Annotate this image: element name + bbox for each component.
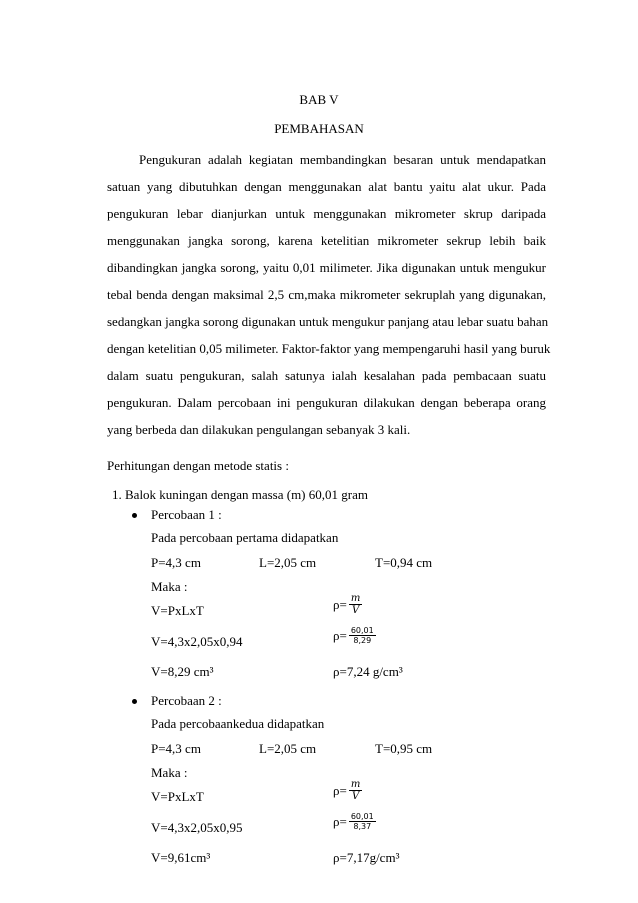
density-result: ρ=7,24 g/cm³ (333, 664, 403, 679)
paragraph-line: pengukuran. Dalam percobaan ini pengukuran dilakukan dengan beberapa orang (107, 395, 546, 410)
paragraph-line: dibandingkan jangka sorong, yaitu 0,01 milimeter. Jika digunakan untuk mengukur (107, 260, 546, 275)
density-result: ρ=7,17g/cm³ (333, 850, 400, 865)
trial-title: Percobaan 2 : (151, 693, 222, 708)
p-value: P=4,3 cm (151, 741, 201, 756)
fraction-numerator: 60,01 (350, 812, 374, 821)
fraction-denominator: V (351, 791, 360, 802)
paragraph-line: Pengukuran adalah kegiatan membandingkan besaran untuk mendapatkan (139, 152, 546, 167)
paragraph-line: satuan yang dibutuhkan dengan menggunakan alat bantu yaitu alat ukur. Pada (107, 179, 546, 194)
fraction-numerator: m (350, 593, 361, 604)
paragraph-line: sedangkan jangka sorong digunakan untuk mengukur panjang atau lebar suatu bahan (107, 314, 549, 329)
density-label: ρ= (333, 627, 347, 643)
bullet-icon (132, 513, 137, 518)
density-substitution (333, 626, 376, 645)
paragraph-line: menggunakan jangka sorong, karena ketelitian mikrometer sekrup lebih baik (107, 233, 546, 248)
density-substitution (333, 812, 376, 831)
paragraph-line: tebal benda dengan maksimal 2,5 cm,maka mikrometer sekruplah yang digunakan, (107, 287, 546, 302)
p-value: P=4,3 cm (151, 555, 201, 570)
fraction-denominator: 8,29 (353, 636, 372, 645)
list-item-1: 1. Balok kuningan dengan massa (m) 60,01 gram (112, 487, 368, 502)
density-formula (333, 593, 362, 616)
fraction-numerator: 60,01 (350, 626, 374, 635)
trial-title: Percobaan 1 : (151, 507, 222, 522)
paragraph-line: pengukuran lebar dianjurkan untuk menggunakan mikrometer skrup daripada (107, 206, 546, 221)
density-label: ρ= (333, 596, 347, 612)
chapter-label: BAB V (299, 92, 339, 107)
volume-formula: V=PxLxT (151, 789, 204, 804)
volume-substitution: V=4,3x2,05x0,94 (151, 634, 243, 649)
method-heading: Perhitungan dengan metode statis : (107, 458, 289, 473)
density-label: ρ= (333, 813, 347, 829)
density-formula (333, 779, 362, 802)
t-value: T=0,95 cm (375, 741, 433, 756)
volume-formula: V=PxLxT (151, 603, 204, 618)
paragraph-line: yang berbeda dan dilakukan pengulangan sebanyak 3 kali. (107, 422, 411, 437)
density-label: ρ= (333, 782, 347, 798)
fraction-numerator: m (350, 779, 361, 790)
paragraph-line: dalam suatu pengukuran, salah satunya ialah kesalahan pada pembacaan suatu (107, 368, 546, 383)
maka-label: Maka : (151, 579, 188, 594)
paragraph-line: dengan ketelitian 0,05 milimeter. Faktor-faktor yang mempengaruhi hasil yang buruk (107, 341, 551, 356)
trial-subtitle: Pada percobaan pertama didapatkan (151, 530, 339, 545)
bullet-icon (132, 699, 137, 704)
fraction-denominator: V (351, 605, 360, 616)
t-value: T=0,94 cm (375, 555, 433, 570)
trial-subtitle: Pada percobaankedua didapatkan (151, 716, 325, 731)
l-value: L=2,05 cm (259, 741, 317, 756)
chapter-title: PEMBAHASAN (274, 121, 364, 136)
volume-substitution: V=4,3x2,05x0,95 (151, 820, 243, 835)
volume-result: V=8,29 cm³ (151, 664, 214, 679)
l-value: L=2,05 cm (259, 555, 317, 570)
fraction-denominator: 8,37 (353, 822, 372, 831)
volume-result: V=9,61cm³ (151, 850, 211, 865)
maka-label: Maka : (151, 765, 188, 780)
